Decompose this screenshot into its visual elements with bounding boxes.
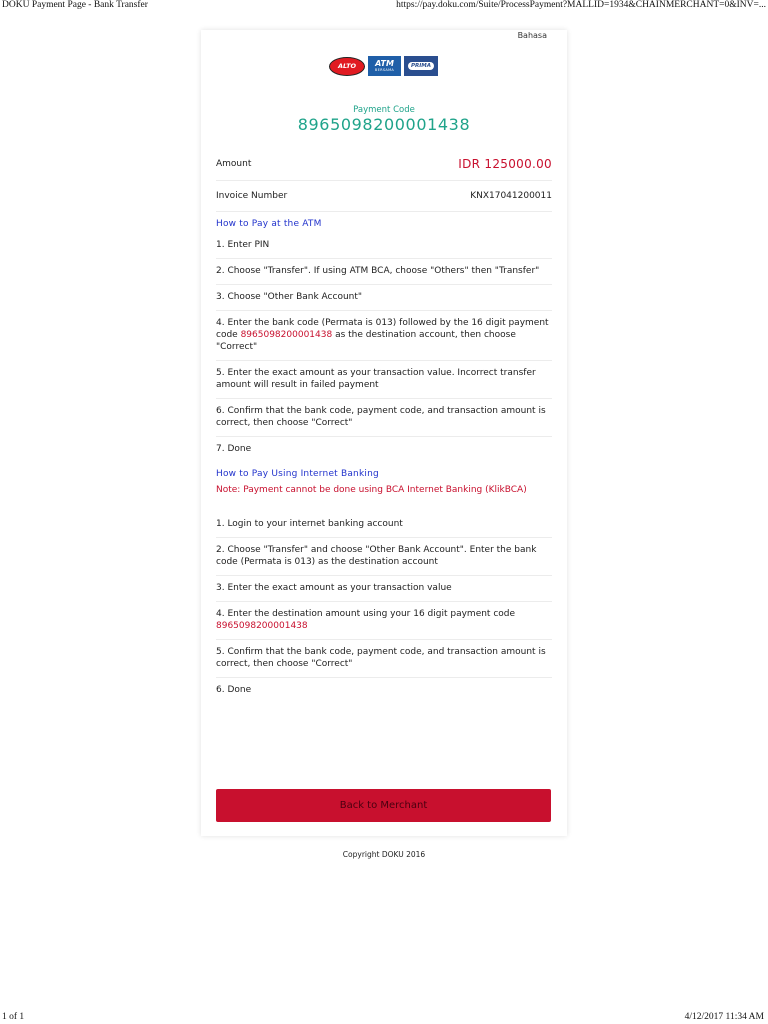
atm-step: 1. Enter PIN: [216, 233, 552, 259]
atm-step: 6. Confirm that the bank code, payment code, and transaction amount is correct, then choose "Correct": [216, 399, 552, 437]
atm-step: [216, 311, 552, 361]
prima-logo-text: PRIMA: [408, 62, 434, 70]
payment-card: [201, 30, 567, 836]
invoice-value: KNX17041200011: [470, 191, 552, 201]
atm-step: 2. Choose "Transfer". If using ATM BCA, choose "Others" then "Transfer": [216, 259, 552, 285]
amount-row: [216, 148, 552, 181]
ib-step: 3. Enter the exact amount as your transaction value: [216, 576, 552, 602]
amount-label: Amount: [216, 159, 252, 169]
back-to-merchant-button[interactable]: Back to Merchant: [216, 789, 551, 822]
atm-step: 5. Enter the exact amount as your transaction value. Incorrect transfer amount will result in failed payment: [216, 361, 552, 399]
ib-step: 5. Confirm that the bank code, payment code, and transaction amount is correct, then choose "Correct": [216, 640, 552, 678]
invoice-row: [216, 181, 552, 212]
atm-step-payment-code: 8965098200001438: [240, 330, 333, 340]
atm-logo-text: ATM: [375, 58, 394, 68]
payment-details: [216, 148, 552, 703]
atm-step-text: as the destination account, then choose "Correct": [216, 330, 516, 352]
ib-step-text: 4. Enter the destination amount using your 16 digit payment code: [216, 609, 516, 619]
atm-bersama-logo: [368, 56, 401, 76]
alto-logo: ALTO: [329, 57, 365, 76]
ib-section-title: How to Pay Using Internet Banking: [216, 469, 379, 479]
ib-step: 1. Login to your internet banking account: [216, 512, 552, 538]
atm-section-title: How to Pay at the ATM: [216, 219, 322, 229]
atm-step-text: 4. Enter the bank code (Permata is 013) followed by the 16 digit payment code: [216, 318, 549, 340]
ib-step-payment-code: 8965098200001438: [216, 621, 308, 631]
language-link[interactable]: Bahasa: [517, 31, 547, 40]
ib-note: Note: Payment cannot be done using BCA Internet Banking (KlikBCA): [216, 485, 527, 495]
ib-step: 6. Done: [216, 685, 252, 695]
prima-logo: [404, 56, 438, 76]
copyright-text: Copyright DOKU 2016: [342, 850, 426, 859]
print-timestamp: 4/12/2017 11:34 AM: [684, 1012, 764, 1022]
bank-logos: [329, 55, 438, 77]
print-page-number: 1 of 1: [2, 1012, 25, 1022]
ib-step: [216, 602, 552, 640]
invoice-label: Invoice Number: [216, 191, 288, 201]
atm-logo-subtext: BERSAMA: [374, 67, 395, 72]
amount-value: IDR 125000.00: [458, 157, 552, 171]
payment-code-value: 8965098200001438: [297, 115, 471, 134]
ib-step: 2. Choose "Transfer" and choose "Other Bank Account". Enter the bank code (Permata is 013) as the destination account: [216, 538, 552, 576]
print-header-url: https://pay.doku.com/Suite/ProcessPayment?MALLID=1934&CHAINMERCHANT=0&INV=...: [396, 0, 766, 10]
atm-step: 7. Done: [216, 444, 252, 454]
atm-step: 3. Choose "Other Bank Account": [216, 285, 552, 311]
print-header-title: DOKU Payment Page - Bank Transfer: [2, 0, 148, 10]
payment-code-label: Payment Code: [353, 105, 415, 115]
